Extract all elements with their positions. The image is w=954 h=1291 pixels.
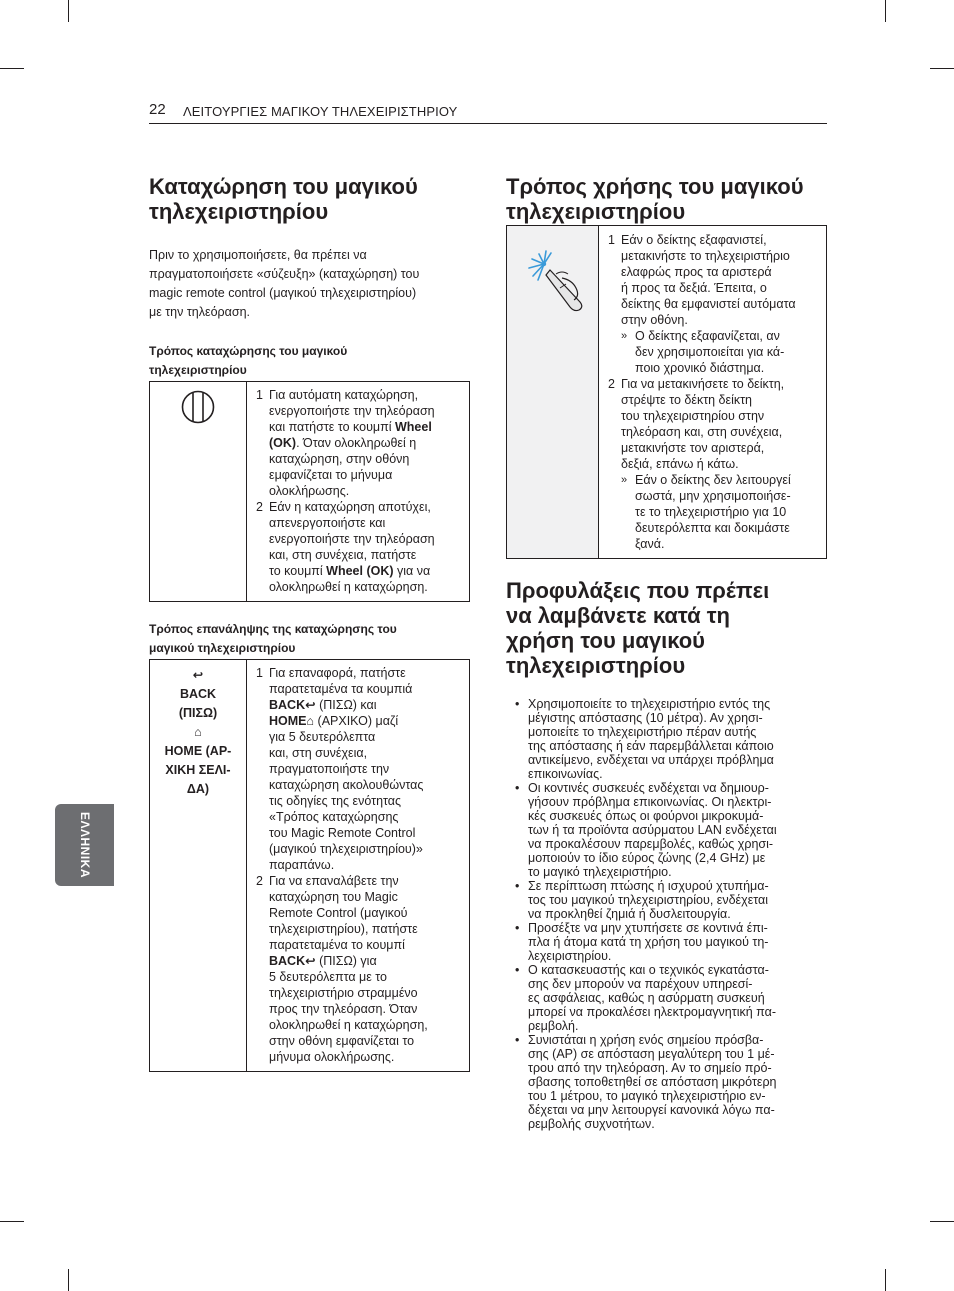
note-line: Εάν ο δείκτης δεν λειτουργεί: [635, 473, 791, 487]
page-header: [149, 101, 827, 124]
precaution-line: της απόστασης ή εάν παρεμβάλλεται κάποιο: [528, 739, 774, 753]
step-number: 2: [608, 377, 615, 391]
repeat-steps: [247, 665, 469, 1065]
precaution-line: κές συσκευές όπως οι φούρνοι μικροκυμά-: [528, 809, 764, 823]
note-line: δεν χρησιμοποιείται για κά-: [635, 345, 785, 359]
step-line: απενεργοποιήστε και: [269, 516, 386, 530]
precaution-line: Προσέξτε να μην χτυπήσετε σε κοντινά έπι-: [528, 921, 768, 935]
precaution-line: μπορεί να προκαλέσει ηλεκτρομαγνητική πα-: [528, 1005, 776, 1019]
precaution-line: σης (AP) σε απόσταση μεγαλύτερη του 1 μέ-: [528, 1047, 775, 1061]
step-line: τηλεχειριστήριο στραμμένο: [269, 986, 418, 1000]
step-line: Για αυτόματη καταχώρηση,: [269, 388, 419, 402]
step-line: στην οθόνη εμφανίζεται το: [269, 1034, 415, 1048]
note-line: δευτερόλεπτα και δοκιμάστε: [635, 521, 790, 535]
step-item: [599, 232, 826, 376]
step-number: 2: [256, 500, 263, 514]
precaution-line: σης δεν μπορούν να παρέχουν υπηρεσί-: [528, 977, 753, 991]
step-line: 5 δευτερόλεπτα με το: [269, 970, 387, 984]
precaution-line: του 1 μέτρου, το μαγικό τηλεχειριστήριο εν-: [528, 1089, 766, 1103]
precaution-item: [510, 697, 816, 781]
note-line: ξανά.: [635, 537, 665, 551]
note-line: τε το τηλεχειριστήριο για 10: [635, 505, 787, 519]
step-note: [621, 472, 826, 552]
step-line: καταχώρηση ακολουθώντας: [269, 778, 424, 792]
step-item: [247, 387, 469, 499]
home-label-2: ΧΙΚΗ ΣΕΛΙ-: [165, 763, 231, 777]
step-line: BACK↩ (ΠΙΣΩ) για: [269, 954, 377, 968]
step-line: ολοκλήρωσης.: [269, 484, 350, 498]
precaution-line: των ή τα προϊόντα ασύρματου LAN ενδέχεται: [528, 823, 777, 837]
intro-paragraph: Πριν το χρησιμοποιήσετε, θα πρέπει να πραγματοποιήσετε «σύζευξη» (καταχώρηση) του magic remote control (μαγικού τηλεχειριστηρίου) με την τηλεόραση.: [149, 248, 420, 319]
step-line: για 5 δευτερόλεπτα: [269, 730, 376, 744]
usage-table: [506, 225, 827, 559]
register-table: [149, 381, 470, 602]
step-line: και πατήστε το κουμπί Wheel: [269, 420, 432, 434]
subheading-register: Τρόπος καταχώρησης του μαγικού τηλεχειριστηρίου: [149, 344, 348, 377]
usage-icon-cell: [507, 226, 599, 559]
precaution-line: ες ασφάλειας, καθώς η ασύρματη συσκευή: [528, 991, 765, 1005]
crop-mark: [885, 0, 886, 22]
pointing-remote-icon: [510, 240, 596, 316]
precaution-line: επικοινωνίας.: [528, 767, 603, 781]
step-line: παρατεταμένα τα κουμπιά: [269, 682, 413, 696]
precaution-line: μοποιούν το ίδιο εύρος ζώνης (2,4 GHz) με: [528, 851, 766, 865]
precaution-line: ρεμβολή.: [528, 1019, 579, 1033]
section-heading-usage: Τρόπος χρήσης του μαγικού τηλεχειριστηρίου: [506, 174, 804, 224]
home-label-1: HOME (ΑΡ-: [164, 744, 232, 758]
step-number: 2: [256, 874, 263, 888]
step-line: και, στη συνέχεια,: [269, 746, 368, 760]
back-icon: ↩: [192, 668, 204, 682]
step-line: τις οδηγίες της ενότητας: [269, 794, 402, 808]
usage-steps: [599, 232, 826, 552]
repeat-table: [149, 659, 470, 1072]
precaution-line: ρεμβολής συχνοτήτων.: [528, 1117, 655, 1131]
usage-steps-cell: [599, 226, 827, 559]
repeat-steps-cell: [247, 660, 470, 1072]
step-number: 1: [256, 666, 263, 680]
precaution-item: [510, 1033, 816, 1131]
note-marker: »: [621, 330, 628, 342]
step-note: [621, 328, 826, 376]
step-line: μετακινήστε το τηλεχειριστήριο: [621, 249, 790, 263]
step-line: BACK↩ (ΠΙΣΩ) και: [269, 698, 377, 712]
precaution-line: μοποιείτε το τηλεχειριστήριο πέραν αυτής: [528, 725, 757, 739]
precaution-line: το μαγικό τηλεχειριστήριο.: [528, 865, 672, 879]
step-line: δείκτης θα εμφανιστεί αυτόματα: [621, 297, 796, 311]
step-line: πραγματοποιήστε την: [269, 762, 390, 776]
step-line: στρέψτε το δέκτη δείκτη: [621, 393, 753, 407]
language-tab-label: ΕΛΛΗΝΙΚΑ: [77, 811, 92, 879]
precaution-line: μέγιστης απόστασης (10 μέτρα). Αν χρησι-: [528, 711, 763, 725]
subheading-repeat: Τρόπος επανάληψης της καταχώρησης του μαγικού τηλεχειριστηρίου: [149, 622, 397, 655]
crop-mark: [930, 1221, 954, 1222]
wheel-button-icon: [180, 389, 216, 425]
crop-mark: [0, 68, 24, 69]
page-number: 22: [149, 101, 166, 118]
step-line: ενεργοποιήστε την τηλεόραση: [269, 404, 435, 418]
step-item: [247, 665, 469, 873]
bullet-icon: •: [515, 781, 520, 795]
step-line: «Τρόπος καταχώρησης: [269, 810, 399, 824]
precaution-line: να προκληθεί ζημιά ή δυσλειτουργία.: [528, 907, 731, 921]
precaution-line: Συνιστάται η χρήση ενός σημείου πρόσβα-: [528, 1033, 764, 1047]
back-label: BACK: [179, 687, 217, 701]
step-line: ολοκληρωθεί η καταχώρηση.: [269, 580, 428, 594]
step-line: HOME⌂ (ΑΡΧΙΚΟ) μαζί: [269, 714, 399, 728]
step-line: καταχώρηση, στην οθόνη: [269, 452, 410, 466]
crop-mark: [68, 1269, 69, 1291]
crop-mark: [885, 1269, 886, 1291]
precaution-item: [510, 921, 816, 963]
precaution-line: Σε περίπτωση πτώσης ή ισχυρού χτυπήμα-: [528, 879, 769, 893]
home-label-3: ΔΑ): [186, 782, 210, 796]
step-item: [247, 873, 469, 1065]
register-steps-cell: [247, 382, 470, 602]
crop-mark: [0, 1221, 24, 1222]
step-line: ή προς τα δεξιά. Έπειτα, ο: [621, 281, 767, 295]
step-item: [599, 376, 826, 552]
note-line: Ο δείκτης εξαφανίζεται, αν: [635, 329, 780, 343]
precaution-line: να προκαλέσουν παρεμβολές, καθώς χρησι-: [528, 837, 774, 851]
bullet-icon: •: [515, 963, 520, 977]
language-tab: [55, 804, 114, 886]
precaution-line: τρου από την τηλεόραση. Αν το σημείο πρό-: [528, 1061, 772, 1075]
precaution-line: σβασης τοποθετηθεί σε απόσταση μικρότερη: [528, 1075, 777, 1089]
repeat-icon-cell: [150, 660, 247, 1072]
back-sublabel: (ΠΙΣΩ): [178, 706, 218, 720]
section-heading-precautions: Προφυλάξεις που πρέπει να λαμβάνετε κατά τη χρήση του μαγικού τηλεχειριστηρίου: [506, 578, 770, 678]
step-line: στην οθόνη.: [621, 313, 688, 327]
precaution-line: λεχειριστηρίου.: [528, 949, 612, 963]
step-line: καταχώρηση του Magic: [269, 890, 398, 904]
step-line: παρατεταμένα το κουμπί: [269, 938, 405, 952]
precaution-line: Οι κοντινές συσκευές ενδέχεται να δημιουρ-: [528, 781, 769, 795]
register-steps: [247, 387, 469, 595]
precaution-line: Ο κατασκευαστής και ο τεχνικός εγκατάστα-: [528, 963, 769, 977]
precaution-line: τος του μαγικού τηλεχειριστηρίου, ενδέχεται: [528, 893, 769, 907]
note-line: ποιο χρονικό διάστημα.: [635, 361, 765, 375]
step-line: και, στη συνέχεια, πατήστε: [269, 548, 417, 562]
step-line: μετακινήστε τον αριστερά,: [621, 441, 765, 455]
precaution-item: [510, 879, 816, 921]
precaution-line: δέχεται να μην λειτουργεί κανονικά λόγω πα-: [528, 1103, 775, 1117]
step-number: 1: [608, 233, 615, 247]
register-icon-cell: [150, 382, 247, 602]
note-marker: »: [621, 474, 628, 486]
step-line: ενεργοποιήστε την τηλεόραση: [269, 532, 435, 546]
step-line: Για να μετακινήσετε το δείκτη,: [621, 377, 785, 391]
bullet-icon: •: [515, 1033, 520, 1047]
step-line: παραπάνω.: [269, 858, 335, 872]
precaution-list: [510, 697, 816, 1131]
bullet-icon: •: [515, 879, 520, 893]
step-line: Εάν η καταχώρηση αποτύχει,: [269, 500, 431, 514]
step-line: του Magic Remote Control: [269, 826, 416, 840]
precaution-line: αντικείμενο, ενδέχεται να υπάρχει πρόβλημα: [528, 753, 774, 767]
step-line: ελαφρώς προς τα αριστερά: [621, 265, 772, 279]
bullet-icon: •: [515, 697, 520, 711]
step-line: τηλεόραση και, στη συνέχεια,: [621, 425, 783, 439]
step-line: (μαγικού τηλεχειριστηρίου)»: [269, 842, 423, 856]
step-line: (OK). Όταν ολοκληρωθεί η: [269, 436, 417, 450]
section-heading-registration: Καταχώρηση του μαγικού τηλεχειριστηρίου: [149, 174, 418, 224]
step-line: δεξιά, επάνω ή κάτω.: [621, 457, 739, 471]
header-title: ΛΕΙΤΟΥΡΓΙΕΣ ΜΑΓΙΚΟΥ ΤΗΛΕΧΕΙΡΙΣΤΗΡΙΟΥ: [183, 104, 458, 119]
step-line: Για να επαναλάβετε την: [269, 874, 399, 888]
home-icon: ⌂: [194, 725, 202, 739]
step-line: ολοκληρωθεί η καταχώρηση,: [269, 1018, 428, 1032]
step-line: το κουμπί Wheel (OK) για να: [269, 564, 431, 578]
crop-mark: [930, 68, 954, 69]
precaution-item: [510, 963, 816, 1033]
precaution-line: Χρησιμοποιείτε το τηλεχειριστήριο εντός της: [528, 697, 771, 711]
crop-mark: [68, 0, 69, 22]
step-line: Εάν ο δείκτης εξαφανιστεί,: [621, 233, 767, 247]
step-line: προς την τηλεόραση. Όταν: [269, 1002, 418, 1016]
precaution-line: πλα ή άτομα κατά τη χρήση του μαγικού τη-: [528, 935, 769, 949]
step-line: τηλεχειριστηρίου), πατήστε: [269, 922, 418, 936]
step-line: εμφανίζεται το μήνυμα: [269, 468, 393, 482]
step-item: [247, 499, 469, 595]
bullet-icon: •: [515, 921, 520, 935]
step-line: Remote Control (μαγικού: [269, 906, 408, 920]
precaution-item: [510, 781, 816, 879]
step-line: Για επαναφορά, πατήστε: [269, 666, 406, 680]
precaution-line: γήσουν πρόβλημα επικοινωνίας. Οι ηλεκτρι-: [528, 795, 772, 809]
note-line: σωστά, μην χρησιμοποιήσε-: [635, 489, 791, 503]
step-line: του τηλεχειριστηρίου στην: [621, 409, 765, 423]
step-line: μήνυμα ολοκλήρωσης.: [269, 1050, 395, 1064]
step-number: 1: [256, 388, 263, 402]
